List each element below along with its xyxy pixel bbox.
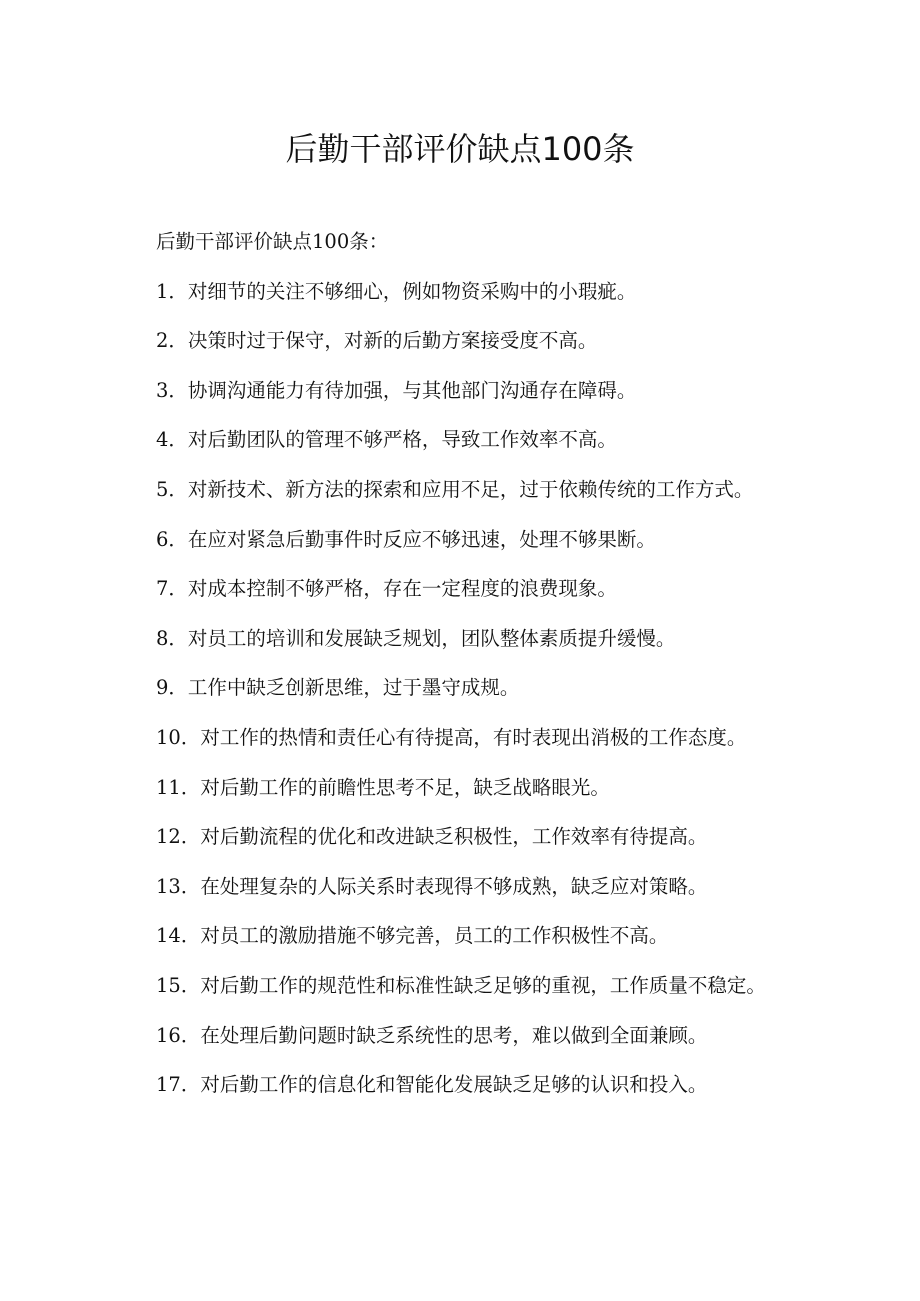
list-item: 8．对员工的培训和发展缺乏规划，团队整体素质提升缓慢。 <box>156 626 676 650</box>
document-title: 后勤干部评价缺点100条 <box>285 130 635 168</box>
list-item: 2．决策时过于保守，对新的后勤方案接受度不高。 <box>156 329 598 353</box>
list-item: 7．对成本控制不够严格，存在一定程度的浪费现象。 <box>156 577 617 601</box>
list-item: 4．对后勤团队的管理不够严格，导致工作效率不高。 <box>156 428 617 452</box>
document-body <box>116 226 806 1119</box>
list-item: 15．对后勤工作的规范性和标准性缺乏足够的重视，工作质量不稳定。 <box>156 973 766 997</box>
list-item: 3．协调沟通能力有待加强，与其他部门沟通存在障碍。 <box>156 378 637 402</box>
list-item: 16．在处理后勤问题时缺乏系统性的思考，难以做到全面兼顾。 <box>156 1023 708 1047</box>
list-item: 1．对细节的关注不够细心，例如物资采购中的小瑕疵。 <box>156 279 637 303</box>
list-item: 17．对后勤工作的信息化和智能化发展缺乏足够的认识和投入。 <box>156 1073 708 1097</box>
list-item: 10．对工作的热情和责任心有待提高，有时表现出消极的工作态度。 <box>156 725 747 749</box>
list-item: 14．对员工的激励措施不够完善，员工的工作积极性不高。 <box>156 924 669 948</box>
list-item: 9．工作中缺乏创新思维，过于墨守成规。 <box>156 676 520 700</box>
list-item: 13．在处理复杂的人际关系时表现得不够成熟，缺乏应对策略。 <box>156 874 708 898</box>
list-item: 12．对后勤流程的优化和改进缺乏积极性，工作效率有待提高。 <box>156 825 708 849</box>
list-item: 6．在应对紧急后勤事件时反应不够迅速，处理不够果断。 <box>156 527 656 551</box>
intro-paragraph: 后勤干部评价缺点100条： <box>156 230 389 253</box>
list-item: 11．对后勤工作的前瞻性思考不足，缺乏战略眼光。 <box>156 775 610 799</box>
list-item: 5．对新技术、新方法的探索和应用不足，过于依赖传统的工作方式。 <box>156 477 754 501</box>
